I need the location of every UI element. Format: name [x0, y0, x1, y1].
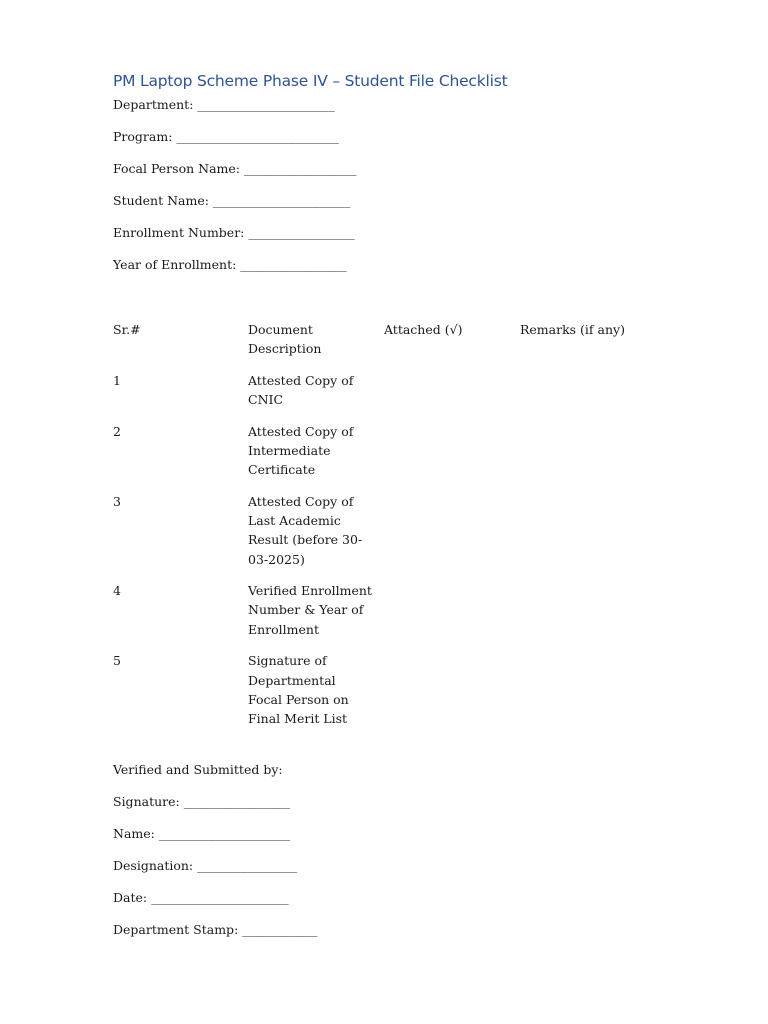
- table-row: [113, 371, 673, 409]
- document-title: PM Laptop Scheme Phase IV – Student File Checklist: [113, 72, 508, 90]
- row-sr: 2: [113, 423, 121, 439]
- year-of-enrollment-field: Year of Enrollment: _________________: [113, 257, 347, 272]
- table-header-row: [113, 320, 673, 358]
- header-attached: Attached (√): [384, 322, 463, 337]
- name-field: Name: _____________________: [113, 826, 291, 841]
- verified-by-label: Verified and Submitted by:: [113, 762, 283, 777]
- row-sr: 1: [113, 372, 121, 388]
- row-sr: 5: [113, 653, 121, 669]
- table-row: [113, 651, 673, 728]
- row-description: Signature of Departmental Focal Person on Final Merit List: [248, 653, 349, 726]
- signature-field: Signature: _________________: [113, 794, 290, 809]
- student-name-field: Student Name: ______________________: [113, 193, 351, 208]
- designation-field: Designation: ________________: [113, 858, 298, 873]
- row-description: Attested Copy of Last Academic Result (before 30-03-2025): [248, 493, 363, 567]
- header-sr: Sr.#: [113, 322, 141, 337]
- row-sr: 3: [113, 493, 121, 509]
- department-field: Department: ______________________: [113, 97, 335, 112]
- table-row: [113, 422, 673, 480]
- row-description: Attested Copy of Intermediate Certificate: [248, 423, 354, 478]
- header-remarks: Remarks (if any): [520, 322, 625, 337]
- table-row: [113, 492, 673, 569]
- enrollment-number-field: Enrollment Number: _________________: [113, 225, 355, 240]
- row-description: Verified Enrollment Number & Year of Enrollment: [248, 583, 372, 637]
- checklist-table: [113, 320, 673, 741]
- date-field: Date: ______________________: [113, 890, 289, 905]
- row-sr: 4: [113, 583, 121, 599]
- table-row: [113, 581, 673, 639]
- focal-person-field: Focal Person Name: __________________: [113, 161, 357, 176]
- row-description: Attested Copy of CNIC: [248, 372, 354, 408]
- program-field: Program: __________________________: [113, 129, 339, 144]
- department-stamp-field: Department Stamp: ____________: [113, 922, 318, 937]
- header-description: Document Description: [248, 322, 322, 357]
